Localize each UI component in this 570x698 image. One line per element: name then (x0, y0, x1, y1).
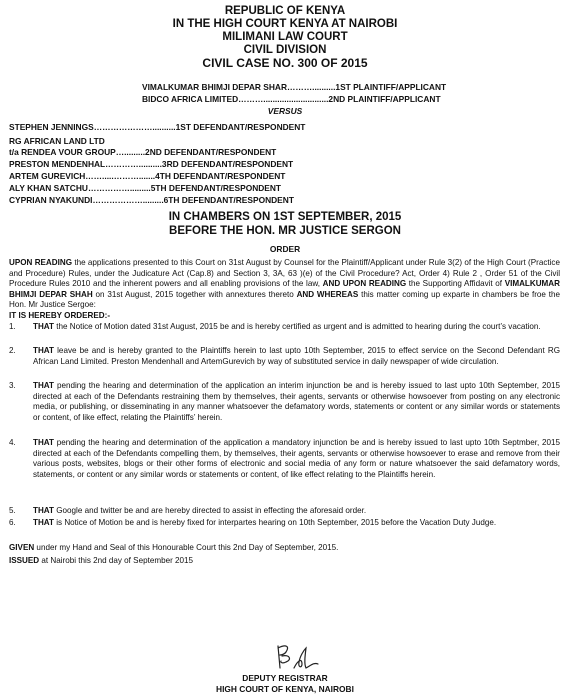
order-item: 2. THAT leave be and is hereby granted to the Plaintiffs herein to last upto 10th September, 2015 to effect service on the Second Defendant RG African Land Limited. Preston Mendenhall and ArtemGurevich by way of substituted service in daily newspaper of wide circulation. (9, 346, 560, 366)
issued-line: ISSUED at Nairobi this 2nd day of September 2015 (9, 556, 194, 565)
order-item: 5. THAT Google and twitter be and are hereby directed to assist in effecting the aforesaid order. (9, 506, 367, 515)
defendant-5: ALY KHAN SATCHU…………….........5TH DEFENDANT/RESPONDENT (9, 183, 282, 193)
registrar-signature (272, 642, 322, 672)
defendant-2: t/a RENDEA VOUR GROUP….........2ND DEFENDANT/RESPONDENT (9, 147, 277, 157)
header-division: CIVIL DIVISION (243, 44, 327, 56)
affiant-name: VIMALKUMAR BHIMJI DEPAR SHAH (9, 279, 560, 299)
order-item: 6. THAT is Notice of Motion be and is hereby fixed for interpartes hearing on 10th September, 2015 before the Vacation Duty Judge. (9, 518, 497, 527)
defendant-6: CYPRIAN NYAKUNDI……………….........6TH DEFENDANT/RESPONDENT (9, 195, 294, 205)
given-line: GIVEN under my Hand and Seal of this Honourable Court this 2nd Day of September, 2015. (9, 543, 339, 552)
item-number: 6. (9, 518, 16, 527)
signatory-court: HIGH COURT OF KENYA, NAIROBI (216, 684, 354, 694)
order-item: 3. THAT pending the hearing and determination of the application an interim injunction be and is hereby issued to last upto 10th September, 2015 directed at each of the Defendants restraining them by themselves, their agents, servants or otherwise howsoever from posting on any electronic media, or publishing, or disseminating in any manner whatsoever the defamatory words, statements or content or any similar words or statements or content, of like effect, relating the Plaintiffs’ herein. (9, 381, 560, 422)
defendant-1: STEPHEN JENNINGS…………………..........1ST DEFENDANT/RESPONDENT (9, 122, 306, 132)
order-title: ORDER (269, 244, 301, 254)
plaintiff-1: VIMALKUMAR BHIMJI DEPAR SHAR………..........1ST PLAINTIFF/APPLICANT (142, 82, 447, 92)
item-number: 2. (9, 346, 16, 355)
header-republic: REPUBLIC OF KENYA (224, 5, 346, 17)
ordered-heading: IT IS HEREBY ORDERED:- (9, 311, 111, 320)
preamble-paragraph: UPON READING the applications presented to this Court on 31st August by Counsel for the Plaintiff/Applicant under Rule 3(2) of the High Court (Practice and Procedure) Rules, under the Judicature Act (Cap.8) and Section 3, 3A, 63 )(e) of the Civil Procedure? Act, Order 4) Rule 2 , Order 51 of the Civil Procedure Rules 2010 and the inherent powers and all enabling provisions of the law, AND UPON READING the Supporting Affidavit of VIMALKUMAR BHIMJI DEPAR SHAH on 31st August, 2015 together with annextures thereto AND WHEREAS this matter coming up exparte in chambers be froe the Hon. Mr Justice Sergoe: (9, 258, 560, 309)
defendant-2-company: RG AFRICAN LAND LTD (9, 136, 105, 146)
chambers-heading (0, 210, 570, 238)
order-item: 4. THAT pending the hearing and determination of the application a mandatory injunction be and is hereby issued to last upto 10th Septmber, 2015 directed at each of the Defendants compelling them, by themselves, their agents, servants or otherwise howsoever to erase and remove from their various posts, websites, blogs or their other forms of electronic and social media of any form or nature whatsoever the said defamatory words, statements, or content or any similar words or statements or content, of like effect relating to the Plaintiffs herein. (9, 438, 560, 479)
chambers-judge: BEFORE THE HON. MR JUSTICE SERGON (169, 225, 401, 237)
item-number: 1. (9, 322, 16, 331)
chambers-date: IN CHAMBERS ON 1ST SEPTEMBER, 2015 (168, 211, 402, 223)
defendant-3: PRESTON MENDENHAL…………..........3RD DEFENDANT/RESPONDENT (9, 159, 294, 169)
item-number: 5. (9, 506, 16, 515)
order-item: 1. THAT the Notice of Motion dated 31st August, 2015 be and is hereby certified as urgent and is admitted to hearing during the court’s vacation. (9, 322, 541, 331)
defendant-4: ARTEM GUREVICH…….....……….......4TH DEFENDANT/RESPONDENT (9, 171, 286, 181)
header-law-court: MILIMANI LAW COURT (222, 31, 348, 43)
header-case-number: CIVIL CASE NO. 300 OF 2015 (202, 56, 368, 70)
item-number: 4. (9, 438, 16, 447)
versus-label: VERSUS (267, 106, 303, 116)
preamble-lead: UPON READING (9, 258, 73, 267)
item-number: 3. (9, 381, 16, 390)
plaintiff-2: BIDCO AFRICA LIMITED………............................2ND PLAINTIFF/APPLICANT (142, 94, 441, 104)
header-court: IN THE HIGH COURT KENYA AT NAIROBI (172, 18, 398, 30)
signatory-title: DEPUTY REGISTRAR (242, 673, 328, 683)
